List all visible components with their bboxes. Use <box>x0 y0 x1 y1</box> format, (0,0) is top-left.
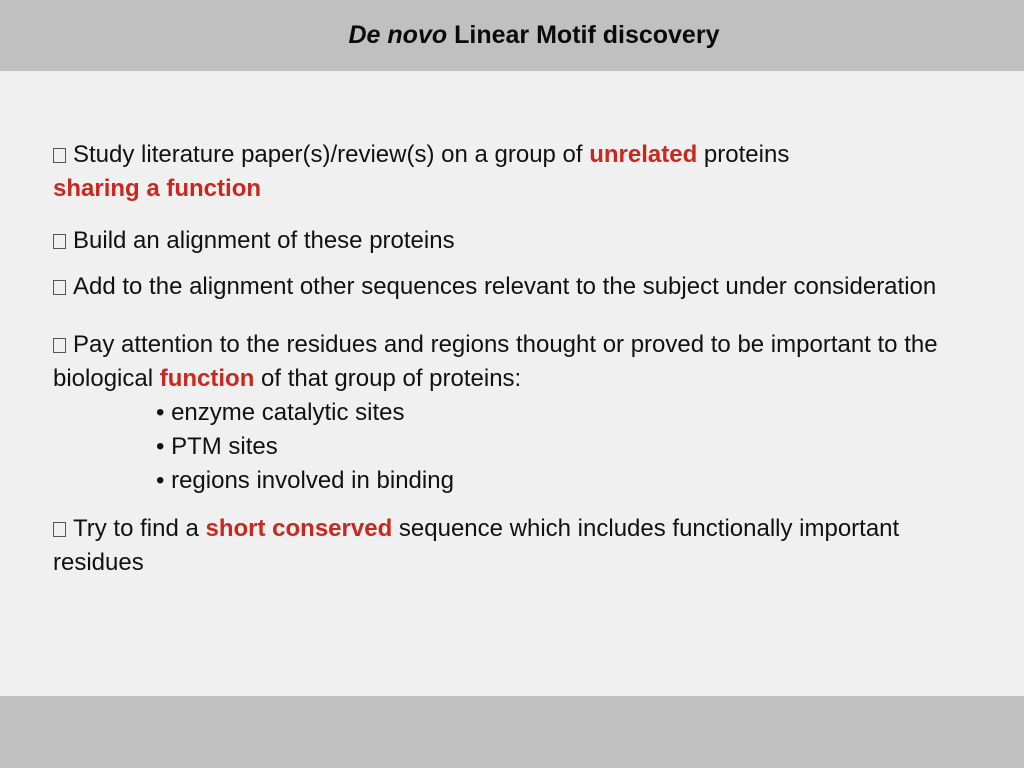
square-box-icon <box>53 234 66 249</box>
slide-content <box>53 138 953 580</box>
square-box-icon <box>53 148 66 163</box>
bullet-study-literature <box>53 138 953 206</box>
p1-text-a: Study literature paper(s)/review(s) on a group of <box>73 141 590 168</box>
slide-title <box>0 0 1024 71</box>
p5-text-b: sequence which includes functionally important residues <box>53 515 900 576</box>
subitem-ptm: • PTM sites <box>156 433 278 460</box>
square-box-icon <box>53 338 66 353</box>
p2-text: Build an alignment of these proteins <box>73 227 455 254</box>
p1-highlight-unrelated: unrelated <box>589 141 698 168</box>
square-box-icon <box>53 280 66 295</box>
p1-highlight-sharing: sharing a function <box>53 175 262 202</box>
p4-text-b: of that group of proteins: <box>254 365 522 392</box>
square-box-icon <box>53 522 66 537</box>
subitem-enzyme: • enzyme catalytic sites <box>156 399 405 426</box>
footer-bar <box>0 696 1024 768</box>
p4-text-a: Pay attention to the residues and regions thought or proved to be important to the biological <box>53 331 938 392</box>
p3-text: Add to the alignment other sequences relevant to the subject under consideration <box>73 273 937 300</box>
bullet-add-sequences <box>53 270 953 304</box>
p4-highlight-function: function <box>159 365 255 392</box>
subitem-binding: • regions involved in binding <box>156 467 454 494</box>
title-rest: Linear Motif discovery <box>454 21 720 49</box>
bullet-pay-attention <box>53 328 953 498</box>
p5-text-a: Try to find a <box>73 515 206 542</box>
p1-text-b: proteins <box>697 141 790 168</box>
title-italic: De novo <box>348 21 448 49</box>
p5-highlight-short-conserved: short conserved <box>205 515 393 542</box>
bullet-short-conserved <box>53 512 953 580</box>
bullet-build-alignment <box>53 224 953 258</box>
